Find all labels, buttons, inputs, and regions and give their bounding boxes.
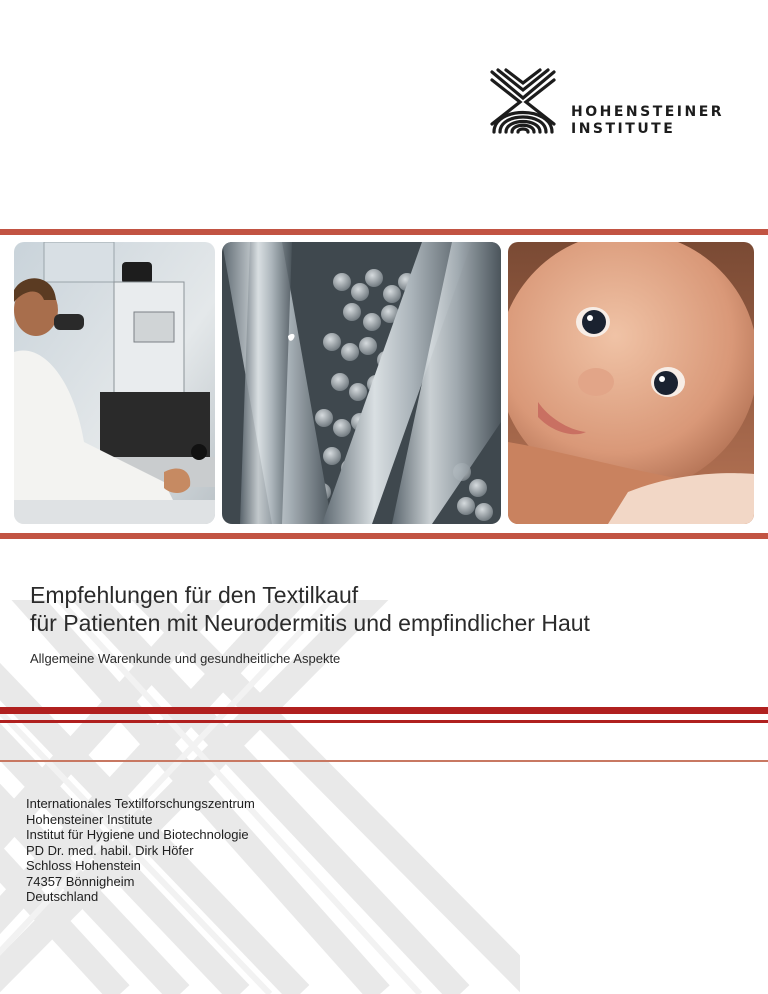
laboratory-microscope-photo [14, 242, 215, 524]
woven-mark-icon [490, 68, 556, 134]
address-line: Internationales Textilforschungszentrum [26, 796, 255, 811]
logo-line-2: INSTITUTE [571, 121, 676, 137]
logo-wordmark [571, 104, 724, 138]
baby-face-photo [508, 242, 754, 524]
page-subtitle: Allgemeine Warenkunde und gesundheitliche Aspekte [30, 651, 341, 666]
address-line: 74357 Bönnigheim [26, 873, 135, 889]
divider-thin [0, 720, 768, 723]
address-line: PD Dr. med. habil. Dirk Höfer [26, 842, 194, 858]
address-block [26, 796, 255, 905]
divider-hairline [0, 760, 768, 762]
divider-photos-bottom [0, 533, 768, 539]
page-title [30, 581, 750, 637]
divider-top [0, 229, 768, 235]
address-line: Institut für Hygiene und Biotechnologie [26, 827, 249, 842]
title-line-2: für Patienten mit Neurodermitis und empfindlicher Haut [30, 610, 590, 636]
address-line: Hohensteiner Institute [26, 811, 153, 827]
address-line: Schloss Hohenstein [26, 858, 141, 873]
electron-microscope-fibers-photo [222, 242, 501, 524]
divider-thick [0, 707, 768, 714]
logo-line-1: HOHENSTEINER [571, 104, 725, 120]
address-line: Deutschland [26, 889, 99, 904]
title-line-1: Empfehlungen für den Textilkauf [30, 582, 359, 608]
hohensteiner-logo [490, 68, 740, 137]
